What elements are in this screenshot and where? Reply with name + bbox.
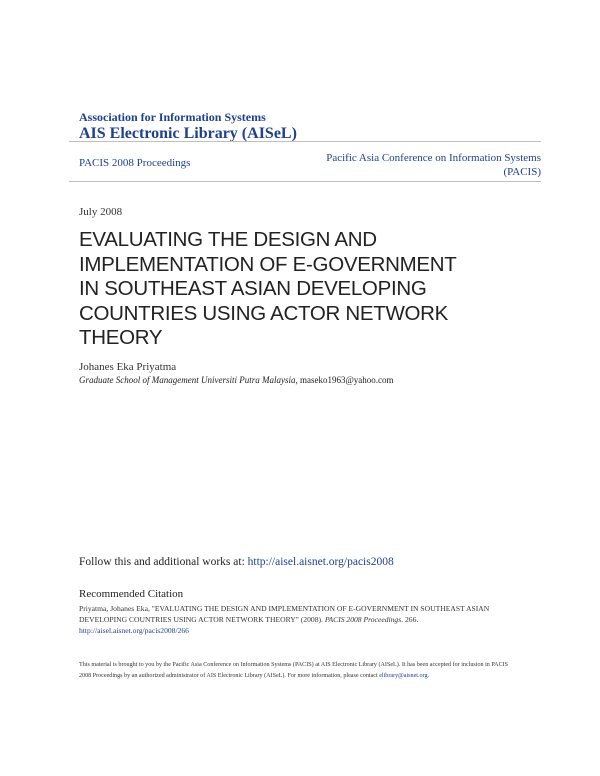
citation-main: Priyatma, Johanes Eka, "EVALUATING THE DESIGN AND IMPLEMENTATION OF E-GOVERNMENT IN SOUTHEAST ASIAN DEVELOPING COUNTRIES USING ACTOR NETWORK THEORY" (2008). [79,604,490,624]
paper-title: EVALUATING THE DESIGN AND IMPLEMENTATION OF E-GOVERNMENT IN SOUTHEAST ASIAN DEVELOPING COUNTRIES USING ACTOR NETWORK THEORY [79,228,457,349]
contact-email-link[interactable]: elibrary@aisnet.org [379,673,428,679]
author-name: Johanes Eka Priyatma [79,361,177,373]
citation-text [79,603,519,636]
follow-line [79,556,394,568]
repository-notice [79,660,519,682]
collection-url-link[interactable]: http://aisel.aisnet.org/pacis2008 [247,556,394,568]
notice-end: . [427,673,430,679]
collection-band [69,141,541,182]
citation-heading: Recommended Citation [79,588,184,600]
citation-url-link[interactable]: http://aisel.aisnet.org/pacis2008/266 [79,626,189,635]
citation-page: . 266. [401,615,419,624]
notice-text: This material is brought to you by the Pacific Asia Conference on Information Systems (PACIS) at AIS Electronic Library (AISeL). It has been accepted for inclusion in PACIS 2008 Proceedings by an authorized administrator of AIS Electronic Library (AISeL). For more information, please contact [79,662,509,679]
proceedings-link[interactable]: PACIS 2008 Proceedings [79,157,191,169]
affiliation-institution: Graduate School of Management Universiti Putra Malaysia [79,375,296,385]
follow-prefix: Follow this and additional works at: [79,556,248,568]
citation-source: PACIS 2008 Proceedings [324,615,402,624]
association-name[interactable]: Association for Information Systems [79,110,266,124]
conference-link[interactable] [311,151,541,179]
library-brand[interactable] [79,110,297,144]
conference-abbrev: (PACIS) [503,166,541,178]
author-affiliation [79,375,394,385]
author-email: , maseko1963@yahoo.com [295,375,394,385]
publication-date: July 2008 [79,206,123,218]
conference-name: Pacific Asia Conference on Information Systems [326,152,541,164]
library-name[interactable]: AIS Electronic Library (AISeL) [79,125,297,142]
